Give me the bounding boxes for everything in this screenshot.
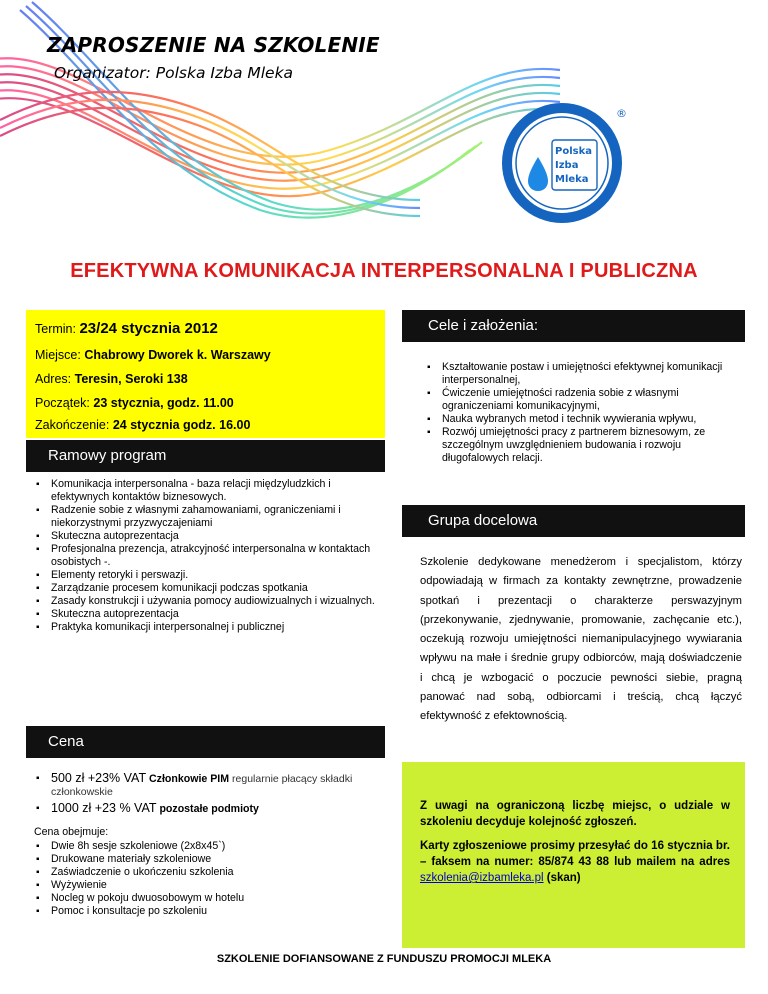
poczatek-line (35, 396, 234, 410)
logo-text-izba: Izba (555, 160, 579, 171)
target-description: Szkolenie dedykowane menedżerom i specjalistom, którzy odpowiadają w firmach za kontakty zewnętrzne, prowadzenie spotkań i prezentacji o charakterze perswazyjnym (przekonywanie, zjednywanie, promowanie, zachęcanie etc.), oczekują rozwoju umiejętności niemanipulacyjnego wywiarania wpływu na małe i średnie grupy odbiorców, mają doświadczenie i chcą je wzbogacić o poczucie pewności siebie, pragną panować nad sobą, odbiorcami i treścią, chcą łączyć efektywność z efektownością. (420, 556, 742, 723)
list-item: ▪ Rozwój umiejętności pracy z partnerem biznesowym, ze szczególnym uwzględnieniem budowania i rozwoju długofalowych relacji. (425, 426, 745, 465)
miejsce-value: Chabrowy Dworek k. Warszawy (84, 348, 271, 362)
list-item: ▪ Ćwiczenie umiejętności radzenia sobie z własnymi ograniczeniami komunikacyjnymi, (425, 387, 745, 413)
list-item: ▪ Elementy retoryki i perswazji. (34, 569, 384, 582)
notice-box (402, 762, 745, 948)
list-item: ▪ Praktyka komunikacji interpersonalnej i publicznej (34, 621, 384, 634)
logo-text-mleka: Mleka (555, 174, 589, 185)
poczatek-label: Początek: (35, 396, 90, 410)
price-group: pozostałe podmioty (159, 803, 259, 815)
pim-logo (500, 95, 632, 227)
course-title: EFEKTYWNA KOMUNIKACJA INTERPERSONALNA I PUBLICZNA (70, 260, 698, 282)
price-list (34, 772, 374, 819)
email-link[interactable]: szkolenia@izbamleka.pl (420, 872, 544, 884)
price-heading: Cena (26, 726, 385, 758)
poczatek-value: 23 stycznia, godz. 11.00 (93, 396, 234, 410)
goals-list (425, 361, 745, 465)
price-item-members (34, 772, 374, 799)
termin-label: Termin: (35, 322, 76, 336)
logo-text-polska: Polska (555, 146, 592, 157)
zakonczenie-value: 24 stycznia godz. 16.00 (112, 418, 251, 432)
list-item: ▪ Dwie 8h sesje szkoleniowe (2x8x45`) (34, 840, 364, 853)
adres-label: Adres: (35, 372, 72, 386)
price-amount: 1000 zł +23 % VAT (51, 801, 157, 815)
termin-line (35, 320, 218, 337)
list-item: ▪ Pomoc i konsultacje po szkoleniu (34, 905, 364, 918)
details-box (26, 310, 385, 438)
price-item-others (34, 802, 374, 816)
program-heading: Ramowy program (26, 440, 385, 472)
price-note: regularnie płacący składki członkowskie (51, 773, 353, 798)
organizer-line (54, 64, 293, 82)
adres-value: Teresin, Seroki 138 (74, 372, 188, 386)
price-amount: 500 zł +23% VAT (51, 771, 147, 785)
organizer-name: Polska Izba Mleka (155, 64, 294, 82)
header-banner (0, 0, 768, 250)
notice-paragraph: Z uwagi na ograniczoną liczbę miejsc, o udziale w szkoleniu decyduje kolejność zgłoszeń. (420, 800, 730, 828)
adres-line (35, 372, 188, 386)
registration-paragraph (420, 838, 730, 886)
list-item: ▪ Profesjonalna prezencja, atrakcyjność interpersonalna w kontaktach osobistych -. (34, 543, 384, 569)
organizer-label: Organizator: (54, 64, 151, 82)
list-item: ▪ Radzenie sobie z własnymi zahamowaniami, ograniczeniami i niekorzystnymi przyzwyczajeniami (34, 504, 384, 530)
termin-value: 23/24 stycznia 2012 (79, 320, 218, 337)
registered-mark: ® (616, 107, 627, 120)
list-item: ▪ Skuteczna autoprezentacja (34, 530, 384, 543)
includes-list (34, 840, 364, 918)
zakonczenie-label: Zakończenie: (35, 418, 110, 432)
zakonczenie-line (35, 418, 250, 432)
list-item: ▪ Kształtowanie postaw i umiejętności efektywnej komunikacji interpersonalnej, (425, 361, 745, 387)
list-item: ▪ Skuteczna autoprezentacja (34, 608, 384, 621)
miejsce-line (35, 348, 271, 362)
target-heading: Grupa docelowa (402, 505, 745, 537)
list-item: ▪ Zaświadczenie o ukończeniu szkolenia (34, 866, 364, 879)
miejsce-label: Miejsce: (35, 348, 81, 362)
goals-heading: Cele i założenia: (402, 310, 745, 342)
list-item: ▪ Komunikacja interpersonalna - baza relacji międzyludzkich i efektywnych kontaktów biznesowych. (34, 478, 384, 504)
program-list (34, 478, 384, 634)
price-group: Członkowie PIM (149, 773, 230, 785)
list-item: ▪ Nocleg w pokoju dwuosobowym w hotelu (34, 892, 364, 905)
funding-footer: SZKOLENIE DOFIANSOWANE Z FUNDUSZU PROMOCJI MLEKA (216, 953, 552, 965)
invitation-heading: ZAPROSZENIE NA SZKOLENIE (47, 33, 380, 57)
registration-text: Karty zgłoszeniowe prosimy przesyłać do 16 stycznia br. – faksem na numer: 85/874 43 88 lub mailem na adres (420, 840, 730, 868)
list-item: ▪ Nauka wybranych metod i technik wywierania wpływu, (425, 413, 745, 426)
list-item: ▪ Wyżywienie (34, 879, 364, 892)
includes-label: Cena obejmuje: (34, 826, 109, 838)
list-item: ▪ Zasady konstrukcji i używania pomocy audiowizualnych i wizualnych. (34, 595, 384, 608)
list-item: ▪ Drukowane materiały szkoleniowe (34, 853, 364, 866)
registration-suffix: (skan) (546, 872, 581, 884)
list-item: ▪ Zarządzanie procesem komunikacji podczas spotkania (34, 582, 384, 595)
